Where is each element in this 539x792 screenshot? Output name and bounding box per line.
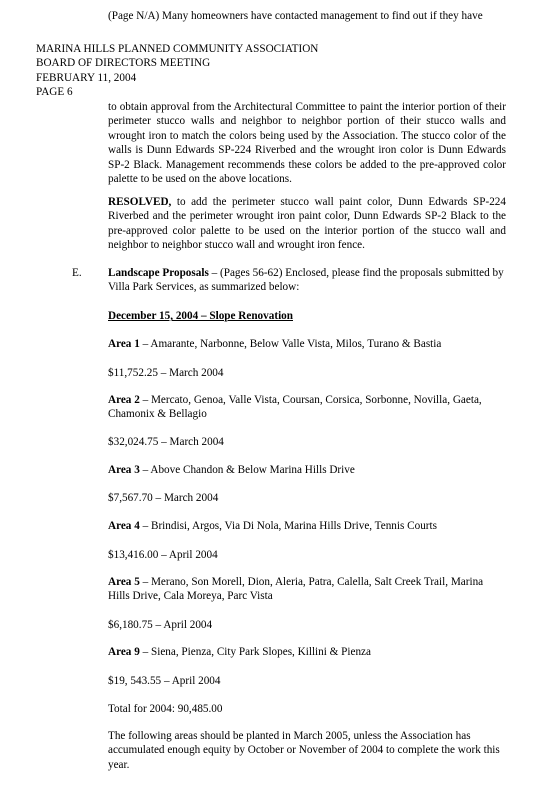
landscape-proposals-item xyxy=(108,266,506,295)
item-letter: E. xyxy=(72,267,82,279)
resolved-label: RESOLVED, xyxy=(108,196,172,208)
area-description: – Mercato, Genoa, Valle Vista, Coursan, Corsica, Sorbonne, Novilla, Gaeta, Chamonix & Bellagio xyxy=(108,394,482,421)
resolution-text: to add the perimeter stucco wall paint color, Dunn Edwards SP-224 Riverbed and the perimeter wrought iron paint color, Dunn Edwards SP-2 Black to the pre-approved color palette to be used on the interior portion of the stucco wall and neighbor to neighbor stucco wall and wrought iron fence. xyxy=(108,196,506,252)
area-item xyxy=(108,519,506,533)
area-item xyxy=(108,645,506,659)
section-heading xyxy=(108,309,506,323)
area-label: Area 5 xyxy=(108,576,140,588)
area-item xyxy=(108,393,506,422)
item-text: – (Pages 56-62) Enclosed, please find the proposals submitted by Villa Park Services, as summarized below: xyxy=(108,267,504,294)
area-item xyxy=(108,575,506,604)
area-cost: $32,024.75 – March 2004 xyxy=(108,436,224,448)
area-label: Area 4 xyxy=(108,520,140,532)
area-description: – Siena, Pienza, City Park Slopes, Killini & Pienza xyxy=(139,646,371,658)
area-description: – Amarante, Narbonne, Below Valle Vista, Milos, Turano & Bastia xyxy=(139,338,442,350)
page-number: PAGE 6 xyxy=(36,86,73,99)
area-label: Area 2 xyxy=(108,394,140,406)
area-description: – Brindisi, Argos, Via Di Nola, Marina Hills Drive, Tennis Courts xyxy=(139,520,437,532)
area-item xyxy=(108,463,506,477)
area-cost: $13,416.00 – April 2004 xyxy=(108,549,218,561)
section-heading-text: December 15, 2004 – Slope Renovation xyxy=(108,310,293,322)
area-cost: $7,567.70 – March 2004 xyxy=(108,492,219,504)
total-line: Total for 2004: 90,485.00 xyxy=(108,703,223,715)
area-label: Area 1 xyxy=(108,338,140,350)
item-title: Landscape Proposals xyxy=(108,267,209,279)
area-item xyxy=(108,337,506,351)
meeting-date: FEBRUARY 11, 2004 xyxy=(36,71,137,84)
page-header xyxy=(36,42,456,100)
area-cost: $19, 543.55 – April 2004 xyxy=(108,675,221,687)
meeting-title: BOARD OF DIRECTORS MEETING xyxy=(36,57,211,70)
area-description: – Above Chandon & Below Marina Hills Drive xyxy=(139,464,355,476)
continued-line: (Page N/A) Many homeowners have contacted management to find out if they have xyxy=(108,10,483,22)
association-name: MARINA HILLS PLANNED COMMUNITY ASSOCIATION xyxy=(36,43,319,55)
area-cost: $11,752.25 – March 2004 xyxy=(108,367,224,379)
area-label: Area 9 xyxy=(108,646,140,658)
area-description: – Merano, Son Morell, Dion, Aleria, Patra, Calella, Salt Creek Trail, Marina Hills Drive, Cala Moreya, Parc Vista xyxy=(108,576,484,603)
area-cost: $6,180.75 – April 2004 xyxy=(108,619,213,631)
resolution-paragraph xyxy=(108,195,506,253)
body-paragraph: to obtain approval from the Architectural Committee to paint the interior portion of their perimeter stucco walls and neighbor to neighbor portion of their stucco walls and wrought iron to match the colors being used by the Association. The stucco color of the walls is Dunn Edwards SP-224 Riverbed and the wrought iron color is Dunn Edwards SP-2 Black. Management recommends these colors be added to the pre-approved color palette to be used on the above locations. xyxy=(108,101,506,186)
closing-paragraph: The following areas should be planted in March 2005, unless the Association has accumulated enough equity by October or November of 2004 to complete the work this year. xyxy=(108,730,500,771)
area-label: Area 3 xyxy=(108,464,140,476)
